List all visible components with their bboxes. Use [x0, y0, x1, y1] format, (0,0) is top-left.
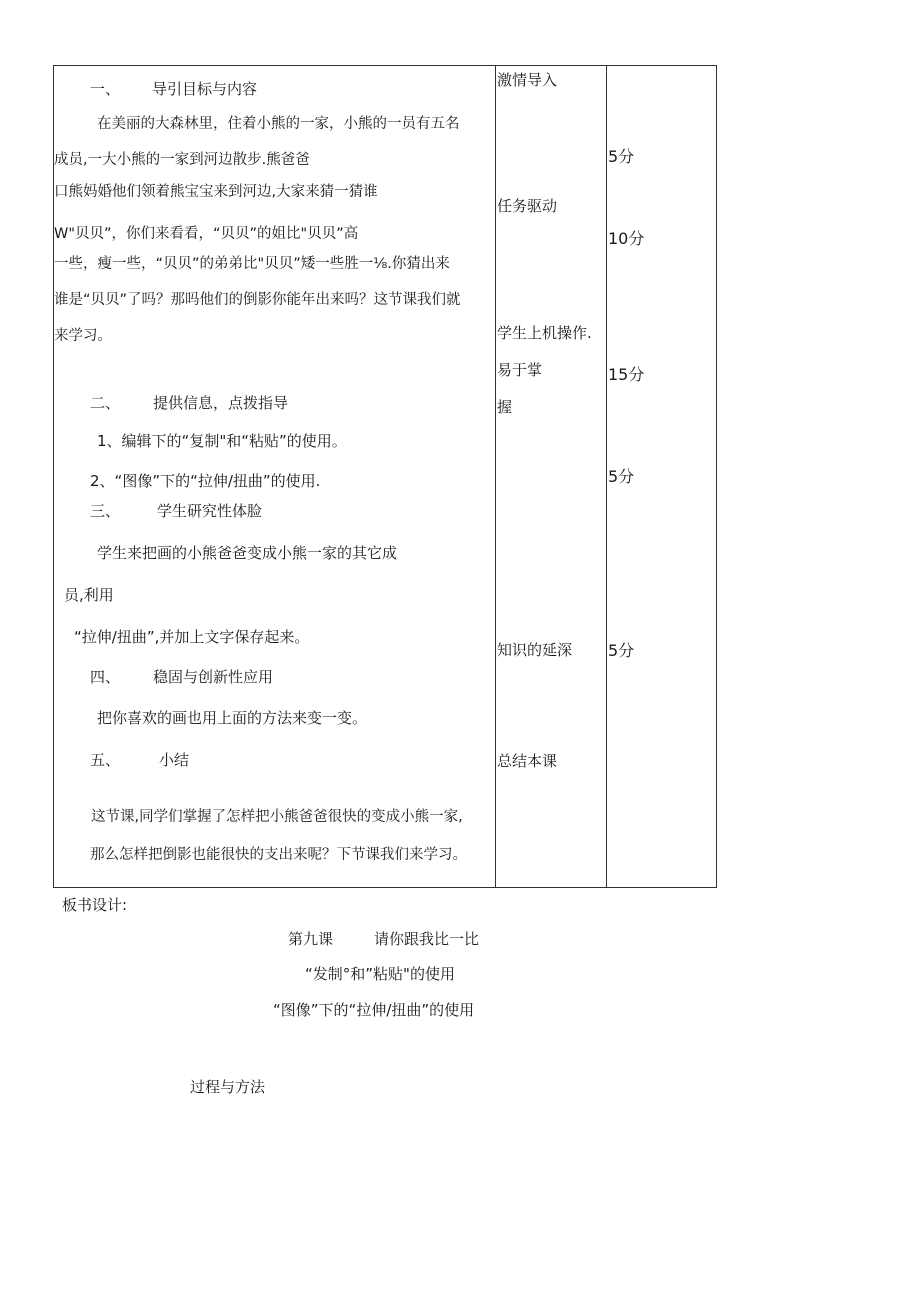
process-and-method-heading: 过程与方法 [190, 1078, 266, 1096]
section-1-paragraph-line: 口熊妈婚他们领着熊宝宝来到河边,大家来猜一猜谁 [54, 184, 378, 200]
section-1-title: 导引目标与内容 [152, 80, 258, 98]
board-lesson-number: 第九课 [288, 930, 334, 948]
section-3-title: 学生研究性体脸 [157, 502, 263, 520]
section-1-number: 一、 [90, 80, 121, 98]
section-4-paragraph-line: 把你喜欢的画也用上面的方法来变一变。 [97, 709, 368, 727]
section-2-item: 2、“图像”下的“拉伸/扭曲”的使用. [90, 472, 321, 490]
section-1-paragraph-line: 在美丽的大森林里，住着小熊的一家，小熊的一员有五名 [97, 116, 460, 132]
method-label: 知识的延深 [497, 641, 573, 659]
section-5-paragraph-line: 这节课,同学们掌握了怎样把小熊爸爸很快的变成小熊一家, [91, 809, 463, 825]
section-4-title: 稳固与创新性应用 [153, 668, 274, 686]
table-bottom-border [53, 887, 717, 888]
section-1-paragraph-line: 来学习。 [54, 328, 112, 344]
method-label: 任务驱动 [497, 197, 558, 215]
method-label: 学生上机操作. [497, 324, 592, 342]
section-5-title: 小结 [159, 751, 190, 769]
time-value: 10分 [608, 229, 645, 248]
method-label: 激情导入 [497, 71, 558, 89]
section-3-paragraph-line: 学生来把画的小熊爸爸变成小熊一家的其它成 [97, 544, 398, 562]
table-divider-2 [606, 65, 607, 888]
board-line: “发制°和”粘贴"的使用 [305, 965, 455, 983]
section-2-title: 提供信息，点拨指导 [153, 394, 289, 412]
section-2-item: 1、编辑下的“复制"和“粘贴”的使用。 [97, 432, 347, 450]
section-4-number: 四、 [90, 668, 121, 686]
method-label: 易于掌 [497, 361, 543, 379]
section-5-paragraph-line: 那么怎样把倒影也能很快的支出来呢？下节课我们来学习。 [90, 847, 467, 863]
table-divider-1 [495, 65, 496, 888]
method-label: 握 [497, 398, 513, 416]
time-value: 5分 [608, 147, 635, 166]
time-value: 15分 [608, 365, 645, 384]
section-1-paragraph-line: 一些，瘦一些，“贝贝”的弟弟比"贝贝”矮一些胜一⅛.你猜出来 [54, 256, 450, 272]
board-design-label: 板书设计: [62, 896, 128, 914]
time-value: 5分 [608, 641, 635, 660]
section-1-paragraph-line: W"贝贝”，你们来看看，“贝贝”的姐比"贝贝”高 [54, 226, 359, 242]
table-top-border [53, 65, 717, 66]
section-1-paragraph-line: 成员,一大小熊的一家到河边散步.熊爸爸 [54, 152, 310, 168]
board-line: “图像”下的“拉伸/扭曲”的使用 [273, 1001, 475, 1019]
table-right-border [716, 65, 717, 888]
time-value: 5分 [608, 467, 635, 486]
section-5-number: 五、 [90, 751, 121, 769]
section-2-number: 二、 [90, 394, 121, 412]
board-lesson-title: 请你跟我比一比 [374, 930, 480, 948]
section-1-paragraph-line: 谁是“贝贝”了吗？那吗他们的倒影你能年出来吗？这节课我们就 [54, 292, 461, 308]
section-3-paragraph-line: 员,利用 [64, 586, 114, 604]
section-3-paragraph-line: “拉伸/扭曲”,并加上文字保存起来。 [74, 628, 310, 646]
section-3-number: 三、 [90, 502, 121, 520]
method-label: 总结本课 [497, 752, 558, 770]
